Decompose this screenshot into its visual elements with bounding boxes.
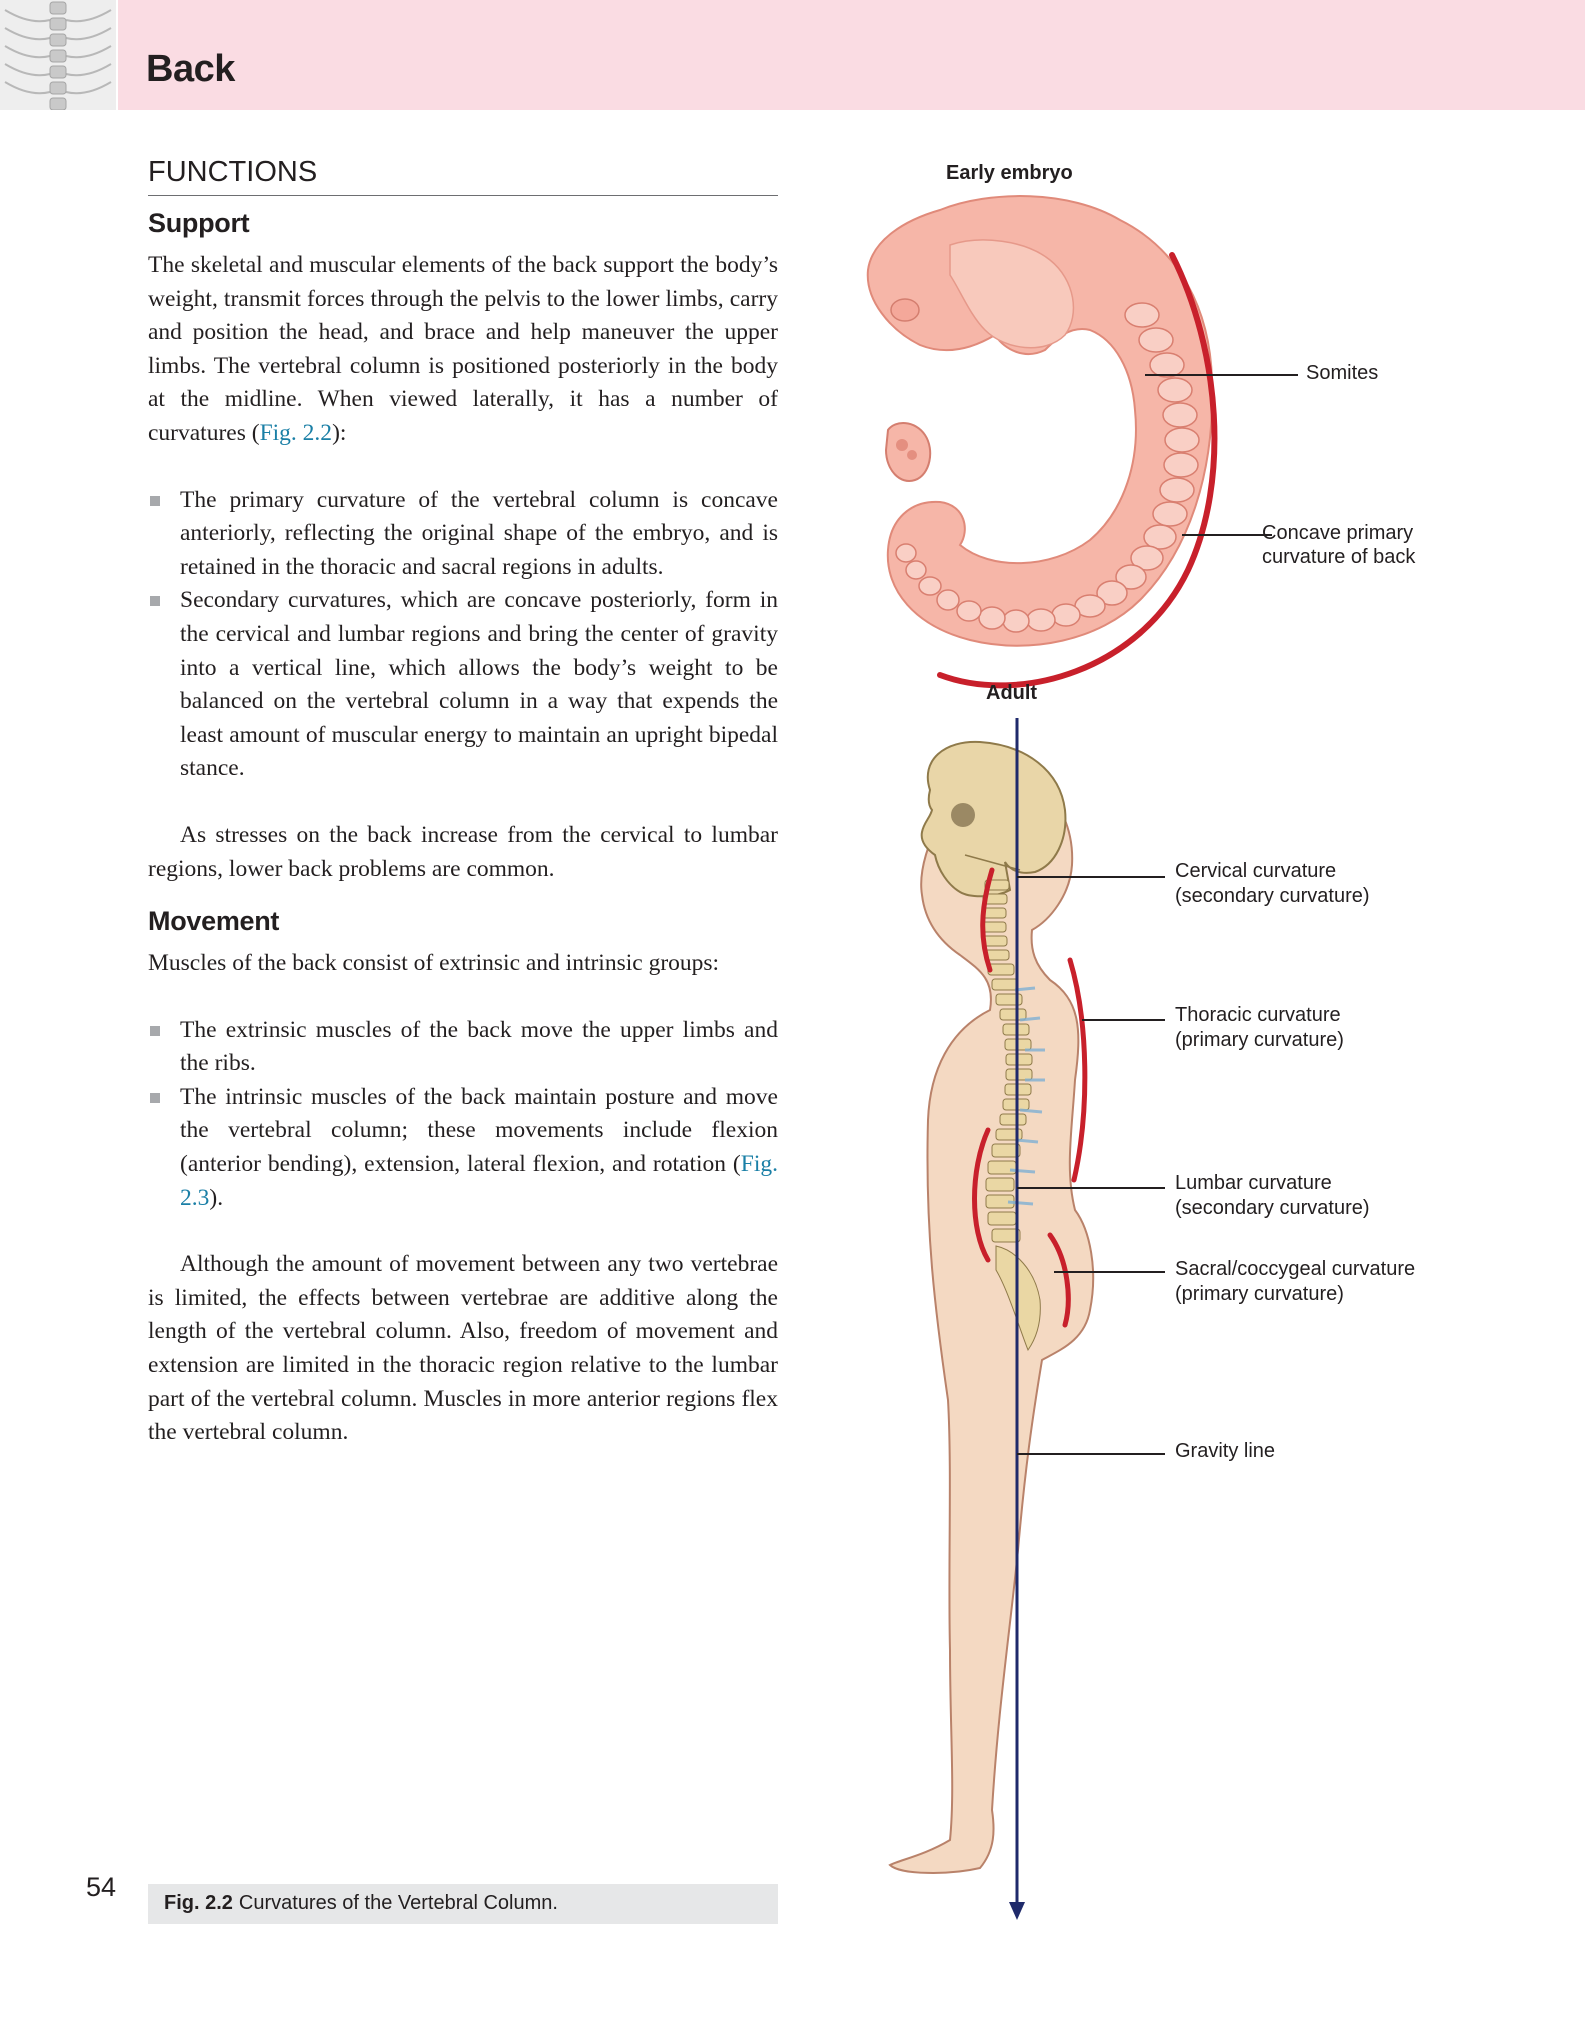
list-item: The extrinsic muscles of the back move the upper limbs and the ribs. (148, 1014, 778, 1081)
bullet-text: The intrinsic muscles of the back maintain posture and move the vertebral column; these movements include flexion (anterior bending), extension, lateral flexion, and rotation ( (180, 1083, 778, 1178)
section-heading: FUNCTIONS (148, 156, 778, 196)
concave-label-line1: Concave primary (1262, 522, 1414, 544)
header-band (118, 0, 1585, 110)
page-number: 54 (86, 1872, 117, 1902)
concave-label-line2: curvature of back (1262, 546, 1416, 568)
sacral-label-line2: (primary curvature) (1175, 1283, 1344, 1305)
caption-body: Curvatures of the Vertebral Column. (238, 1892, 558, 1914)
list-item: Secondary curvatures, which are concave posteriorly, form in the cervical and lumbar regions and bring the center of gravity into a vertical line, which allows the body’s weight to be balanced on the vertebral column in a way that expends the least amount of muscular energy to maintain an upright bipedal stance. (148, 584, 778, 786)
embryo-title: Early embryo (946, 162, 1073, 184)
somites-label: Somites (1306, 362, 1379, 384)
adult-title: Adult (986, 682, 1038, 704)
movement-intro: Muscles of the back consist of extrinsic and intrinsic groups: (148, 950, 720, 977)
support-paragraph (148, 249, 778, 451)
figure-caption (148, 1884, 778, 1924)
chapter-title: Back (146, 48, 235, 90)
lumbar-label-line1: Lumbar curvature (1175, 1172, 1332, 1194)
thoracic-label-line1: Thoracic curvature (1175, 1004, 1341, 1026)
fig-2-2-link[interactable]: Fig. 2.2 (259, 419, 333, 446)
list-item: The primary curvature of the vertebral column is concave anteriorly, reflecting the original shape of the embryo, and is retained in the thoracic and sacral regions in adults. (148, 484, 778, 585)
list-item (148, 1081, 778, 1215)
caption-text (164, 1892, 558, 1915)
support-heading: Support (148, 208, 250, 238)
lumbar-label-line2: (secondary curvature) (1175, 1197, 1370, 1219)
bullet-text-end: ). (209, 1184, 224, 1211)
curvature-bullet-list (148, 484, 778, 786)
cervical-label-line2: (secondary curvature) (1175, 885, 1370, 907)
fig-2-3-link[interactable]: Fig. 2.3 (180, 1151, 778, 1211)
text-column (148, 156, 778, 1450)
chapter-thumbnail (0, 0, 116, 110)
adult-illustration (890, 718, 1165, 1920)
caption-label: Fig. 2.2 (164, 1892, 233, 1914)
movement-paragraph: Although the amount of movement between any two vertebrae is limited, the effects between vertebrae are additive along the length of the vertebral column. Also, freedom of movement and extension are limited in the thoracic region relative to the lumbar part of the vertebral column. Muscles in more anterior regions flex the vertebral column. (148, 1251, 778, 1446)
figure-2-2 (820, 150, 1585, 1930)
cervical-label-line1: Cervical curvature (1175, 860, 1337, 882)
muscle-bullet-list (148, 1014, 778, 1216)
movement-heading: Movement (148, 906, 280, 937)
sacral-label-line1: Sacral/coccygeal curvature (1175, 1258, 1416, 1280)
stress-paragraph: As stresses on the back increase from the cervical to lumbar regions, lower back problems are common. (148, 821, 778, 882)
spine-thumbnail-icon (0, 0, 116, 110)
support-paragraph-end: ): (332, 419, 347, 446)
embryo-illustration (868, 196, 1298, 685)
support-paragraph-text: The skeletal and muscular elements of the back support the body’s weight, transmit forces through the pelvis to the lower limbs, carry and position the head, and brace and help maneuver the upper limbs. The vertebral column is positioned posteriorly in the body at the midline. When viewed laterally, it has a number of curvatures ( (148, 252, 778, 446)
gravity-line-label: Gravity line (1175, 1440, 1276, 1462)
thoracic-label-line2: (primary curvature) (1175, 1029, 1344, 1051)
